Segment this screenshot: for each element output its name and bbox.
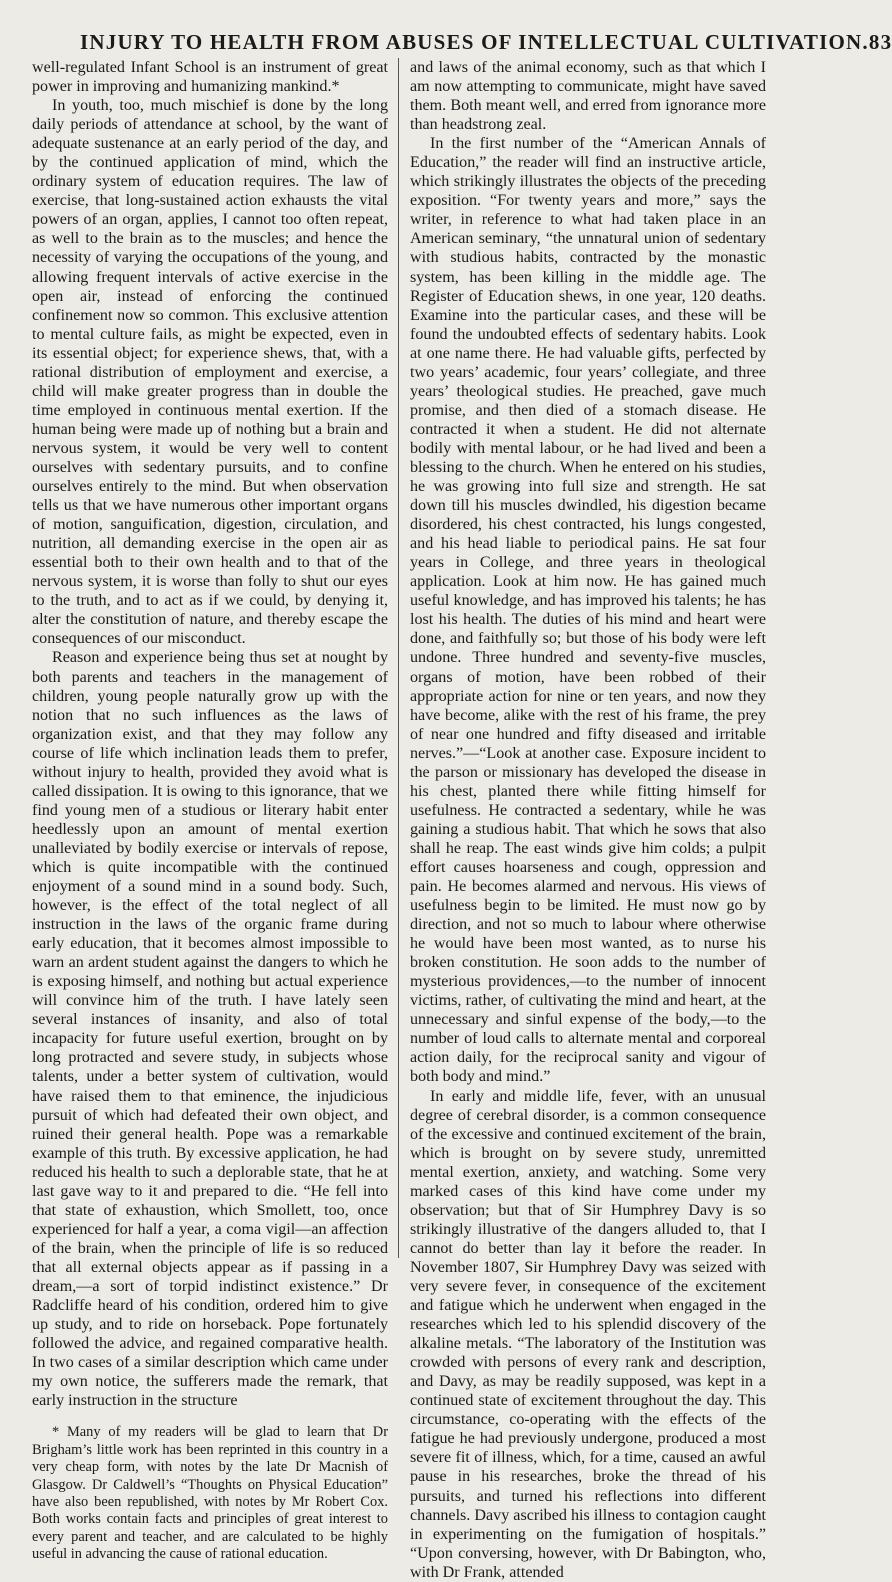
footnote: * Many of my readers will be glad to learn that Dr Brigham’s little work has been reprinted in this country in a very cheap form, with notes by the late Dr Macnish of Glasgow. Dr Caldwell’s “Thoughts on Physical Education” have also been republished, with notes by Mr Robert Cox. Both works contain facts and principles of great interest to every parent and teacher, and are calculated to be highly useful in advancing the cause of rational education. [32,1424,388,1563]
paragraph: Reason and experience being thus set at nought by both parents and teachers in the management of children, young people naturally grow up with the notion that no such influences as the laws of organization exist, and that they may follow any course of life which inclination leads them to prefer, without injury to health, provided they avoid what is called dissipation. It is owing to this ignorance, that we find young men of a studious or literary habit enter heedlessly upon an amount of mental exertion unalleviated by bodily exercise or intervals of repose, which is quite incompatible with the continued enjoyment of a sound mind in a sound body. Such, however, is the effect of the total neglect of all instruction in the laws of the organic frame during early education, that it becomes almost impossible to warn an ardent student against the dangers to which he is exposing himself, and nothing but actual experience will convince him of the truth. I have lately seen several instances of insanity, and also of total incapacity for future useful exertion, brought on by long protracted and severe study, in subjects whose talents, under a better system of cultivation, would have raised them to that eminence, the injudicious pursuit of which had defeated their own object, and ruined their general health. Pope was a remarkable example of this truth. By excessive application, he had reduced his health to such a deplorable state, that he at last gave way to it and prepared to die. “He fell into that state of exhaustion, which Smollett, too, once experienced for half a year, a coma vigil—an affection of the brain, when the principle of life is so reduced that all external objects appear as if passing in a dream,—a sort of torpid indistinct existence.” Dr Radcliffe heard of his condition, ordered him to give up study, and to ride on horseback. Pope fortunately followed the advice, and regained comparative health. In two cases of a similar description which came under my own notice, the sufferers made the remark, that early instruction in the structure [32,649,388,1410]
page-number: 83 [868,30,892,54]
paragraph: In the first number of the “American Annals of Education,” the reader will find an instructive article, which strikingly illustrates the objects of the preceding exposition. “For twenty years and more,” says the writer, in reference to what had taken place in an American seminary, “the unnatural union of sedentary with studious habits, contracted by the monastic system, has been killing in the middle age. The Register of Education shews, in one year, 120 deaths. Examine into the particular cases, and these will be found the undoubted effects of sedentary habits. Look at one name there. He had valuable gifts, perfected by two years’ academic, four years’ collegiate, and three years’ theological studies. He preached, gave much promise, and then died of a stomach disease. He contracted it when a student. He did not alternate bodily with mental labour, or he had lived and been a blessing to the church. When he entered on his studies, he was growing into full size and strength. He sat down till his muscles dwindled, his digestion became disordered, his chest contracted, his lungs congested, and his head liable to periodical pains. He sat four years in College, and three years in theological application. Look at him now. He has gained much useful knowledge, and has improved his talents; he has lost his health. The duties of his mind and heart were done, and faithfully so; but those of his body were left undone. Three hundred and seventy-five muscles, organs of motion, have been robbed of their appropriate action for nine or ten years, and now they have become, alike with the rest of his frame, the prey of near one hundred and fifty diseased and irritable nerves.”—“Look at another case. Exposure incident to the parson or missionary has developed the disease in his chest, planted there while fitting himself for usefulness. He contracted a sedentary, while he was gaining a studious habit. That which he sows that also shall he reap. The east winds give him colds; a pulpit effort causes hoarseness and cough, oppression and pain. He becomes alarmed and nervous. His views of usefulness begin to be limited. He must now go by direction, and not so much to labour where otherwise he would have been most wanted, as to nurse his broken constitution. He soon adds to the number of mysterious providences,—to the number of innocent victims, rather, of cultivating the mind and heart, at the unnecessary and sinful expense of the body,—to the number of loud calls to alternate mental and corporeal action daily, for the reciprocal sanity and vigour of both body and mind.” [410,135,766,1086]
paragraph: In early and middle life, fever, with an unusual degree of cerebral disorder, is a common consequence of the excessive and continued excitement of the brain, which is brought on by severe study, unremitted mental exertion, anxiety, and watching. Some very marked cases of this kind have come under my observation; but that of Sir Humphrey Davy is so strikingly illustrative of the dangers alluded to, that I cannot do better than lay it before the reader. In November 1807, Sir Humphrey Davy was seized with very severe fever, in consequence of the excitement and fatigue which he underwent when engaged in the researches which led to his splendid discovery of the alkaline metals. “The laboratory of the Institution was crowded with persons of every rank and description, and Davy, as may be readily supposed, was kept in a continued state of excitement throughout the day. This circumstance, co-operating with the effects of the fatigue he had previously undergone, produced a most severe fit of illness, which, for a time, caused an awful pause in his researches, broke the thread of his pursuits, and turned his reflections into different channels. Davy ascribed his illness to contagion caught in experimenting on the fumigation of hospitals.” “Upon conversing, however, with Dr Babington, who, with Dr Frank, attended [410,1087,766,1581]
running-title: INJURY TO HEALTH FROM ABUSES OF INTELLECTUAL CULTIVATION. [80,30,869,54]
left-column [32,58,388,1564]
running-header [80,30,892,55]
paragraph: and laws of the animal economy, such as that which I am now attempting to communicate, might have saved them. Both meant well, and erred from ignorance more than headstrong zeal. [410,59,766,134]
column-divider [398,58,399,1258]
paragraph: In youth, too, much mischief is done by the long daily periods of attendance at school, by the want of adequate sustenance at an early period of the day, and by the continued application of mind, which the ordinary system of education requires. The law of exercise, that long-sustained action exhausts the vital powers of an organ, applies, I cannot too often repeat, as well to the brain as to the muscles; and hence the necessity of varying the occupations of the young, and allowing frequent intervals of active exercise in the open air, instead of enforcing the continued confinement now so common. This exclusive attention to mental culture fails, as might be expected, even in its essential object; for experience shews, that, with a rational distribution of employment and exercise, a child will make greater progress than in double the time employed in continuous mental exertion. If the human being were made up of nothing but a brain and nervous system, it would be very well to content ourselves with sedentary pursuits, and to confine ourselves entirely to the mind. But when observation tells us that we have numerous other important organs of motion, sanguification, digestion, circulation, and nutrition, all demanding exercise in the open air as essential both to their own health and to that of the nervous system, it is worse than folly to shut our eyes to the truth, and to act as if we could, by denying it, alter the constitution of nature, and thereby escape the consequences of our misconduct. [32,97,388,648]
right-column [410,58,766,1582]
paragraph: well-regulated Infant School is an instrument of great power in improving and humanizing mankind.* [32,59,388,96]
